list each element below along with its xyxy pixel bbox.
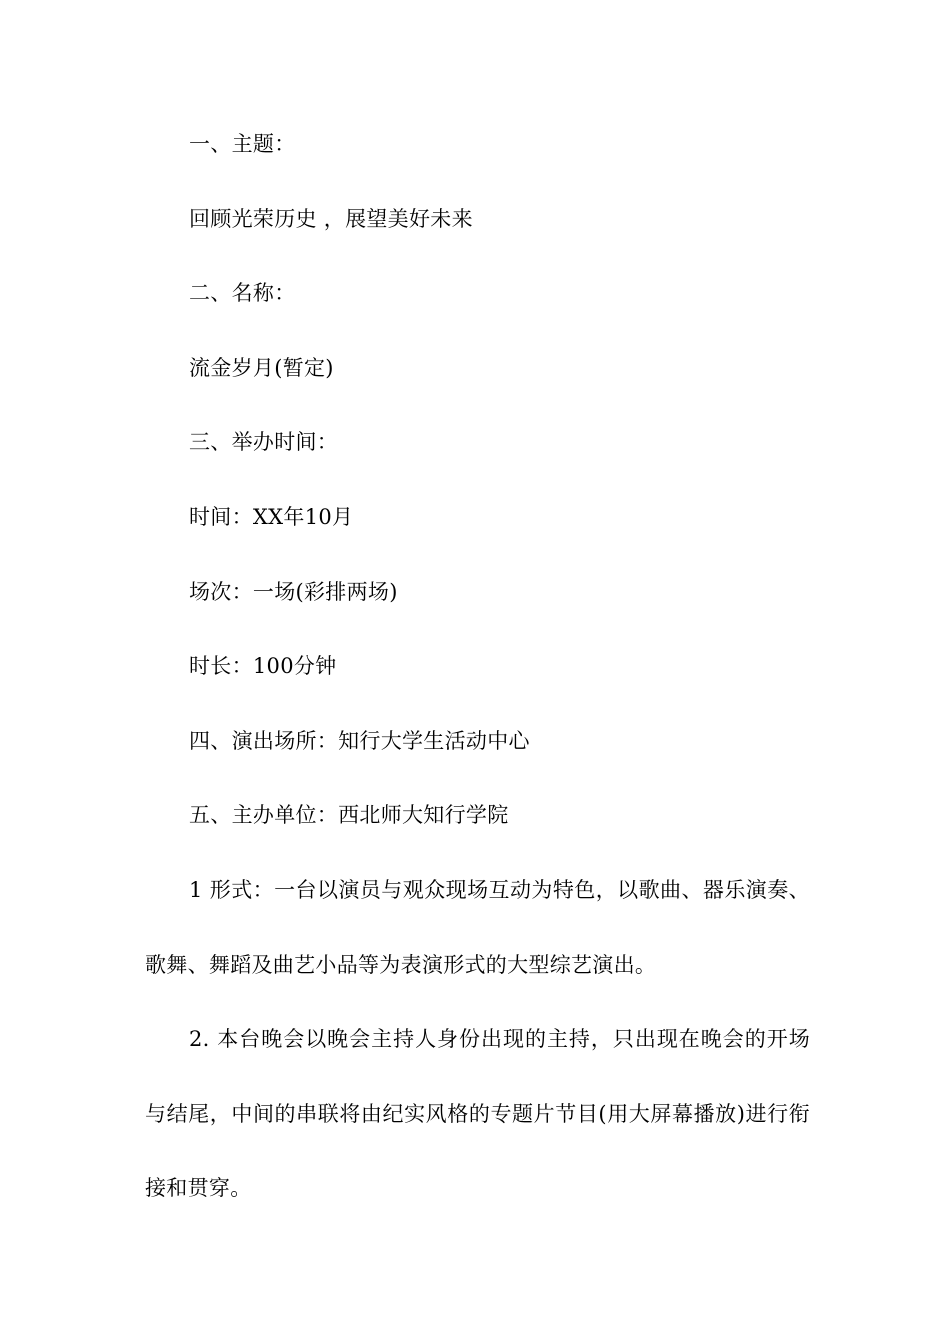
section-venue: 四、演出场所：知行大学生活动中心 — [189, 728, 530, 753]
section-heading-theme: 一、主题： — [189, 132, 296, 156]
name-text: 流金岁月(暂定) — [189, 355, 334, 380]
section-organizer: 五、主办单位：西北师大知行学院 — [189, 803, 509, 828]
sessions-text: 场次：一场(彩排两场) — [189, 579, 398, 604]
paragraph-format: 1 形式：一台以演员与观众现场互动为特色，以歌曲、器乐演奏、歌舞、舞蹈及曲艺小品等为表演形式的大型综艺演出。 — [145, 877, 810, 977]
duration-text: 时长：100分钟 — [189, 654, 337, 679]
section-heading-time: 三、举办时间： — [189, 430, 339, 455]
paragraph-host: 2. 本台晚会以晚会主持人身份出现的主持，只出现在晚会的开场与结尾，中间的串联将由纪实风格的专题片节目(用大屏幕播放)进行衔接和贯穿。 — [145, 1027, 810, 1201]
theme-text: 回顾光荣历史 ，展望美好未来 — [189, 206, 473, 231]
time-text: 时间：XX年10月 — [189, 504, 354, 529]
document-body — [145, 132, 810, 1226]
section-heading-name: 二、名称： — [189, 281, 296, 306]
